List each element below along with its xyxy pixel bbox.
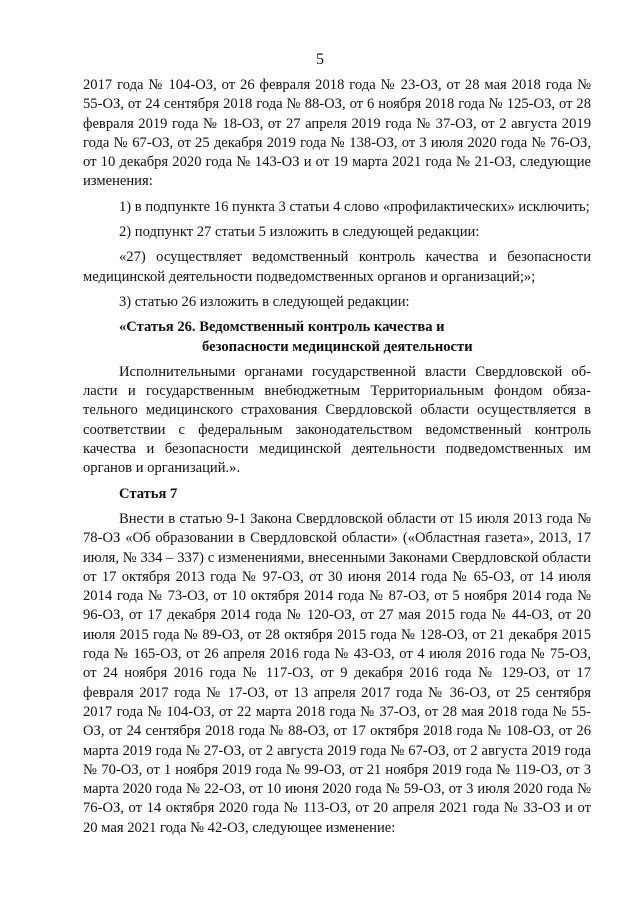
page-number: 5 — [316, 51, 324, 68]
article-26-heading — [83, 318, 591, 357]
article-26-heading-line-2: безопасности медицинской деятельности — [202, 338, 473, 355]
item-2-quoted-text: «27) осуществляет ведомственный контроль качества и безопасности медицинской деятельности подведомственных органов и организаций;»; — [83, 249, 591, 285]
article-7-title: Статья 7 — [119, 485, 178, 502]
item-3-paragraph: 3) статью 26 изложить в следующей редакции: — [119, 293, 410, 310]
item-2-paragraph: 2) подпункт 27 статьи 5 изложить в следующей редакции: — [119, 224, 480, 241]
article-7-body: Внести в статью 9-1 Закона Свердловской области от 15 июля 2013 года № 78-ОЗ «Об образовании в Свердловской области» («Областная газета», 2013, 17 июля, № 334 – 337) с изменениями, внесенными Законами Свердловской области от 17 октября 2013 года № 97-ОЗ, от 30 июня 2014 года № 65-ОЗ, от 14 июля 2014 года № 73-ОЗ, от 10 октября 2014 года № 87-ОЗ, от 5 ноября 2014 года № 96-ОЗ, от 17 декабря 2014 года № 120-ОЗ, от 27 мая 2015 года № 44-ОЗ, от 20 июля 2015 года № 89-ОЗ, от 28 октября 2015 года № 128-ОЗ, от 21 декабря 2015 года № 165-ОЗ, от 26 апреля 2016 года № 43-ОЗ, от 4 июля 2016 года № 75-ОЗ, от 24 ноября 2016 года № 117-ОЗ, от 9 декабря 2016 года № 129-ОЗ, от 17 февраля 2017 года № 17-ОЗ, от 13 апреля 2017 года № 36-ОЗ, от 25 сентября 2017 года № 104-ОЗ, от 22 марта 2018 года № 37-ОЗ, от 28 мая 2018 года № 55-ОЗ, от 24 сентября 2018 года № 88-ОЗ, от 17 октября 2018 года № 108-ОЗ, от 26 марта 2019 года № 27-ОЗ, от 2 августа 2019 года № 67-ОЗ, от 2 августа 2019 года № 70-ОЗ, от 1 ноября 2019 года № 99-ОЗ, от 21 ноября 2019 года № 119-ОЗ, от 3 марта 2020 года № 22-ОЗ, от 10 июня 2020 года № 59-ОЗ, от 3 июля 2020 года № 76-ОЗ, от 14 октября 2020 года № 113-ОЗ, от 20 апреля 2021 года № 33-ОЗ и от 20 мая 2021 года № 42-ОЗ, следующее изменение: — [83, 510, 591, 836]
item-1-paragraph: 1) в подпункте 16 пункта 3 статьи 4 слово «профилактических» исключить; — [119, 198, 590, 215]
intro-paragraph: 2017 года № 104-ОЗ, от 26 февраля 2018 года № 23-ОЗ, от 28 мая 2018 года № 55-ОЗ, от 24 сентября 2018 года № 88-ОЗ, от 6 ноября 2018 года № 125-ОЗ, от 28 февраля 2019 года № 18-ОЗ, от 27 апреля 2019 года № 37-ОЗ, от 2 августа 2019 года № 67-ОЗ, от 25 декабря 2019 года № 138-ОЗ, от 3 июля 2020 года № 76-ОЗ, от 10 декабря 2020 года № 143-ОЗ и от 19 марта 2021 года № 21-ОЗ, следующие изменения: — [83, 77, 591, 190]
article-26-heading-line-1: «Статья 26. Ведомственный контроль качества и — [119, 319, 445, 336]
document-body — [83, 76, 591, 838]
article-26-body: Исполнительными органами государственной власти Свердловской области и государственным внебюджетным Территориальным фондом обязательного медицинского страхования Свердловской области осуществляется в соответствии с федеральным законодательством ведомственный контроль качества и безопасности медицинской деятельности подведомственных им органов и организаций.». — [83, 363, 591, 477]
